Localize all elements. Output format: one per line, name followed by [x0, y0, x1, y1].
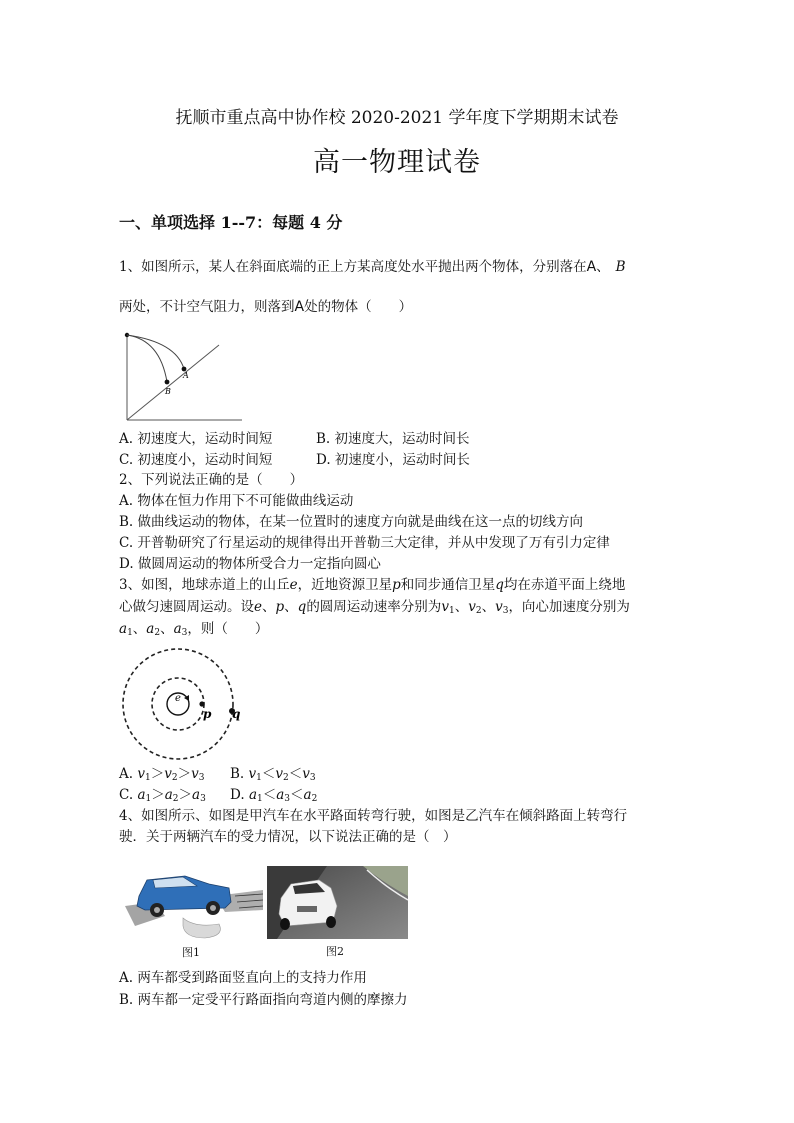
- q3-var-v: v: [191, 766, 199, 782]
- q3-var-q: q: [495, 577, 504, 593]
- q4-stem-line1: 4、如图所示、如图是甲汽车在水平路面转弯行驶，如图是乙汽车在倾斜路面上转弯行: [119, 808, 628, 824]
- q3-sub: 1: [144, 773, 151, 783]
- car-wheel: [326, 916, 336, 928]
- q3-opt-prefix: B.: [230, 766, 245, 782]
- q4-figure1-car-flat-road: [125, 866, 263, 940]
- q1-slope-line: [127, 345, 219, 420]
- q3-var-v: v: [275, 766, 284, 782]
- q3-text-2a: 心做匀速圆周运动。设: [119, 599, 254, 615]
- car-hub: [154, 907, 160, 913]
- q3-orbit-figure: [118, 648, 242, 760]
- q3-sub: 3: [200, 794, 206, 804]
- q3-sub: 2: [311, 794, 318, 804]
- q3-sub: 1: [145, 794, 152, 804]
- q4-figure2-caption: 图2: [326, 945, 344, 958]
- q3-sep: 、: [160, 621, 174, 637]
- q2-option-d[interactable]: D. 做圆周运动的物体所受合力一定指向圆心: [119, 556, 381, 572]
- q3-label-e: e: [175, 693, 181, 704]
- q3-sub: 2: [172, 794, 179, 804]
- q3-sep: 、: [454, 599, 469, 615]
- q3-var-v: v: [137, 766, 145, 782]
- q3-synchronous-orbit: [123, 649, 233, 759]
- q3-sub: 1: [256, 773, 262, 783]
- q3-gt: ＞: [151, 787, 165, 803]
- q3-var-q2: q: [297, 599, 307, 615]
- q3-var-a: a: [248, 787, 257, 803]
- q3-text-1c: 和同步通信卫星: [400, 577, 496, 593]
- q3-opt-prefix: C.: [119, 787, 134, 803]
- q3-sub: 3: [198, 773, 205, 783]
- q1-option-b[interactable]: B. 初速度大，运动时间长: [316, 431, 470, 447]
- q3-var-e: e: [289, 577, 298, 593]
- q3-sub: 2: [154, 628, 161, 638]
- q3-text-3: ，则（ ）: [187, 621, 269, 637]
- q4-figure1-caption: 图1: [182, 946, 200, 959]
- q3-var-v: v: [248, 766, 257, 782]
- q2-stem: 2、下列说法正确的是（ ）: [119, 472, 304, 488]
- section-heading-single-choice: 一、单项选择 1--7：每题 4 分: [119, 213, 343, 232]
- q3-var-v: v: [468, 599, 476, 615]
- q3-sub: 1: [127, 628, 133, 638]
- car-hub: [210, 905, 216, 911]
- q4-option-b[interactable]: B. 两车都一定受平行路面指向弯道内侧的摩擦力: [119, 992, 408, 1008]
- q1-label-a: A: [183, 371, 189, 380]
- q3-opt-prefix: D.: [230, 787, 245, 803]
- q3-sub: 3: [309, 773, 316, 783]
- q3-var-v: v: [495, 599, 503, 615]
- q2-option-a[interactable]: A. 物体在恒力作用下不可能做曲线运动: [119, 493, 354, 509]
- q3-var-a: a: [276, 787, 285, 803]
- q3-var-v: v: [441, 599, 449, 615]
- q3-sep: 、: [284, 599, 298, 615]
- q1-trajectory-b: [127, 335, 167, 382]
- q3-gt: ＞: [150, 766, 165, 782]
- q3-var-a: a: [164, 787, 173, 803]
- q4-figure2-car-banked-road: [267, 866, 408, 939]
- q3-lt: ＜: [262, 787, 277, 803]
- q4-option-a[interactable]: A. 两车都受到路面竖直向上的支持力作用: [119, 970, 367, 986]
- q3-var-v: v: [164, 766, 172, 782]
- q3-label-q: q: [232, 707, 241, 721]
- q3-var-e2: e: [254, 599, 262, 615]
- q1-stem-text3: 处的物体（ ）: [304, 299, 413, 315]
- q3-var-a: a: [119, 621, 128, 637]
- q3-var-a: a: [303, 787, 312, 803]
- q3-label-p: p: [203, 707, 212, 721]
- q3-text-1d: 均在赤道平面上绕地: [503, 577, 626, 593]
- q3-text-1a: 3、如图，地球赤道上的山丘: [119, 577, 290, 593]
- q1-stem-text: 1、如图所示，某人在斜面底端的正上方某高度处水平抛出两个物体，分别落在: [119, 259, 587, 275]
- q3-var-a: a: [137, 787, 146, 803]
- q3-sub: 1: [257, 794, 263, 804]
- q3-text-2b: 的圆周运动速率分别为: [306, 599, 442, 615]
- q3-sub: 1: [448, 606, 455, 616]
- q1-point-b: [165, 380, 170, 385]
- q3-stem-line3: [119, 619, 268, 643]
- q3-sub: 2: [171, 773, 178, 783]
- q3-gt: ＞: [178, 787, 193, 803]
- q3-sep: 、: [262, 599, 276, 615]
- q3-text-1b: ，近地资源卫星: [297, 577, 393, 593]
- q3-var-v: v: [302, 766, 310, 782]
- q3-var-p2: p: [275, 599, 285, 615]
- q3-sub: 2: [475, 606, 482, 616]
- q3-lt: ＜: [261, 766, 276, 782]
- q3-near-earth-orbit: [152, 678, 204, 730]
- q4-stem-line2: 驶．关于两辆汽车的受力情况，以下说法正确的是（ ）: [119, 829, 457, 845]
- exam-header-title: 抚顺市重点高中协作校 2020-2021 学年度下学期期末试卷: [175, 108, 619, 128]
- q1-option-d[interactable]: D. 初速度小，运动时间长: [316, 452, 470, 468]
- car-wheel: [280, 918, 290, 930]
- q1-mark-b: B: [615, 259, 626, 275]
- q3-sep: 、: [132, 621, 147, 637]
- q1-option-c[interactable]: C. 初速度小，运动时间短: [119, 452, 273, 468]
- q3-sub: 3: [181, 628, 188, 638]
- q3-stem-line2: [119, 597, 630, 621]
- q1-stem-line1: [119, 257, 626, 277]
- q3-var-p: p: [392, 577, 401, 593]
- q3-lt: ＜: [290, 787, 304, 803]
- license-plate: [297, 906, 317, 912]
- q1-mark-a2: A: [294, 299, 305, 315]
- q3-opt-prefix: A.: [119, 766, 134, 782]
- q3-var-a: a: [173, 621, 182, 637]
- q3-text-2c: ，向心加速度分别为: [508, 599, 630, 615]
- q2-option-c[interactable]: C. 开普勒研究了行星运动的规律得出开普勒三大定律，并从中发现了万有引力定律: [119, 535, 610, 551]
- q3-lt: ＜: [288, 766, 303, 782]
- q1-sep: 、: [596, 259, 610, 275]
- q3-sub: 3: [502, 606, 509, 616]
- q1-label-b: B: [165, 387, 171, 396]
- q3-stem-line1: [119, 575, 625, 595]
- q1-option-a[interactable]: A. 初速度大，运动时间短: [119, 431, 273, 447]
- q1-stem-line2: [119, 297, 412, 317]
- q3-gt: ＞: [177, 766, 192, 782]
- q1-stem-text2: 两处，不计空气阻力，则落到: [119, 299, 295, 315]
- q3-sub: 2: [283, 773, 289, 783]
- q3-sep: 、: [481, 599, 496, 615]
- q2-option-b[interactable]: B. 做曲线运动的物体，在某一位置时的速度方向就是曲线在这一点的切线方向: [119, 514, 584, 530]
- q3-satellite-p: [199, 701, 204, 706]
- q1-mark-a: A: [586, 259, 597, 275]
- exam-subject-title: 高一物理试卷: [313, 147, 481, 178]
- q1-projectile-figure: [118, 328, 248, 424]
- q3-var-a: a: [146, 621, 155, 637]
- q3-var-a: a: [192, 787, 201, 803]
- q3-sub: 3: [284, 794, 291, 804]
